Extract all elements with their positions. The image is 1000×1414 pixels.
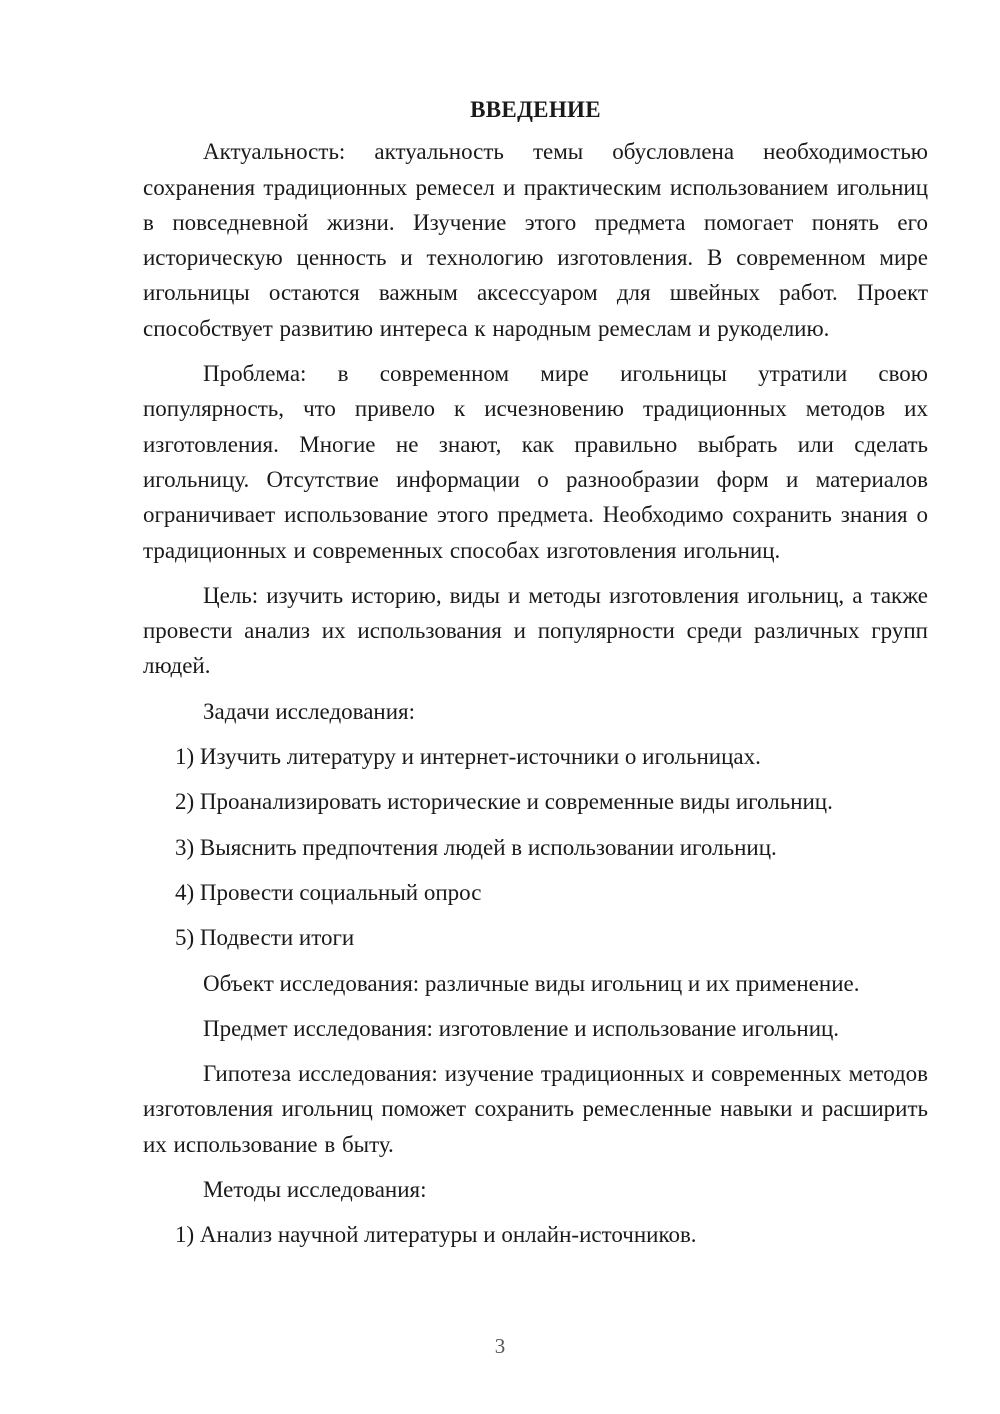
list-item: 4) Провести социальный опрос xyxy=(175,879,482,905)
hypothesis-paragraph: Гипотеза исследования: изучение традиционных и современных методов изготовления игольниц поможет сохранить ремесленные навыки и расширить их использование в быту. xyxy=(143,1061,928,1157)
list-item: 1) Изучить литературу и интернет-источники о игольницах. xyxy=(175,744,761,770)
page-number: 3 xyxy=(494,1334,506,1358)
object-paragraph: Объект исследования: различные виды игольниц и их применение. xyxy=(203,970,860,996)
list-item: 5) Подвести итоги xyxy=(175,925,355,951)
methods-heading: Методы исследования: xyxy=(203,1177,427,1203)
relevance-paragraph: Актуальность: актуальность темы обусловлена необходимостью сохранения традиционных ремесел и практическим использованием игольниц в повседневной жизни. Изучение этого предмета помогает понять его историческую ценность и технологию изготовления. В современном мире игольницы остаются важным аксессуаром для швейных работ. Проект способствует развитию интереса к народным ремеслам и рукоделию. xyxy=(143,139,928,341)
section-title: ВВЕДЕНИЕ xyxy=(470,97,601,122)
goal-paragraph: Цель: изучить историю, виды и методы изготовления игольниц, а также провести анализ их использования и популярности среди различных групп людей. xyxy=(143,582,928,679)
methods-list xyxy=(143,1217,928,1252)
tasks-list xyxy=(143,739,928,955)
list-item: 2) Проанализировать исторические и современные виды игольниц. xyxy=(175,789,833,815)
page-content xyxy=(143,92,928,1263)
list-item: 1) Анализ научной литературы и онлайн-источников. xyxy=(175,1222,697,1248)
list-item: 3) Выяснить предпочтения людей в использовании игольниц. xyxy=(175,834,777,860)
subject-paragraph: Предмет исследования: изготовление и использование игольниц. xyxy=(203,1015,840,1041)
tasks-heading: Задачи исследования: xyxy=(203,698,416,724)
problem-paragraph: Проблема: в современном мире игольницы утратили свою популярность, что привело к исчезновению традиционных методов их изготовления. Многие не знают, как правильно выбрать или сделать игольницу. Отсутствие информации о разнообразии форм и материалов ограничивает использование этого предмета. Необходимо сохранить знания о традиционных и современных способах изготовления игольниц. xyxy=(143,361,928,563)
